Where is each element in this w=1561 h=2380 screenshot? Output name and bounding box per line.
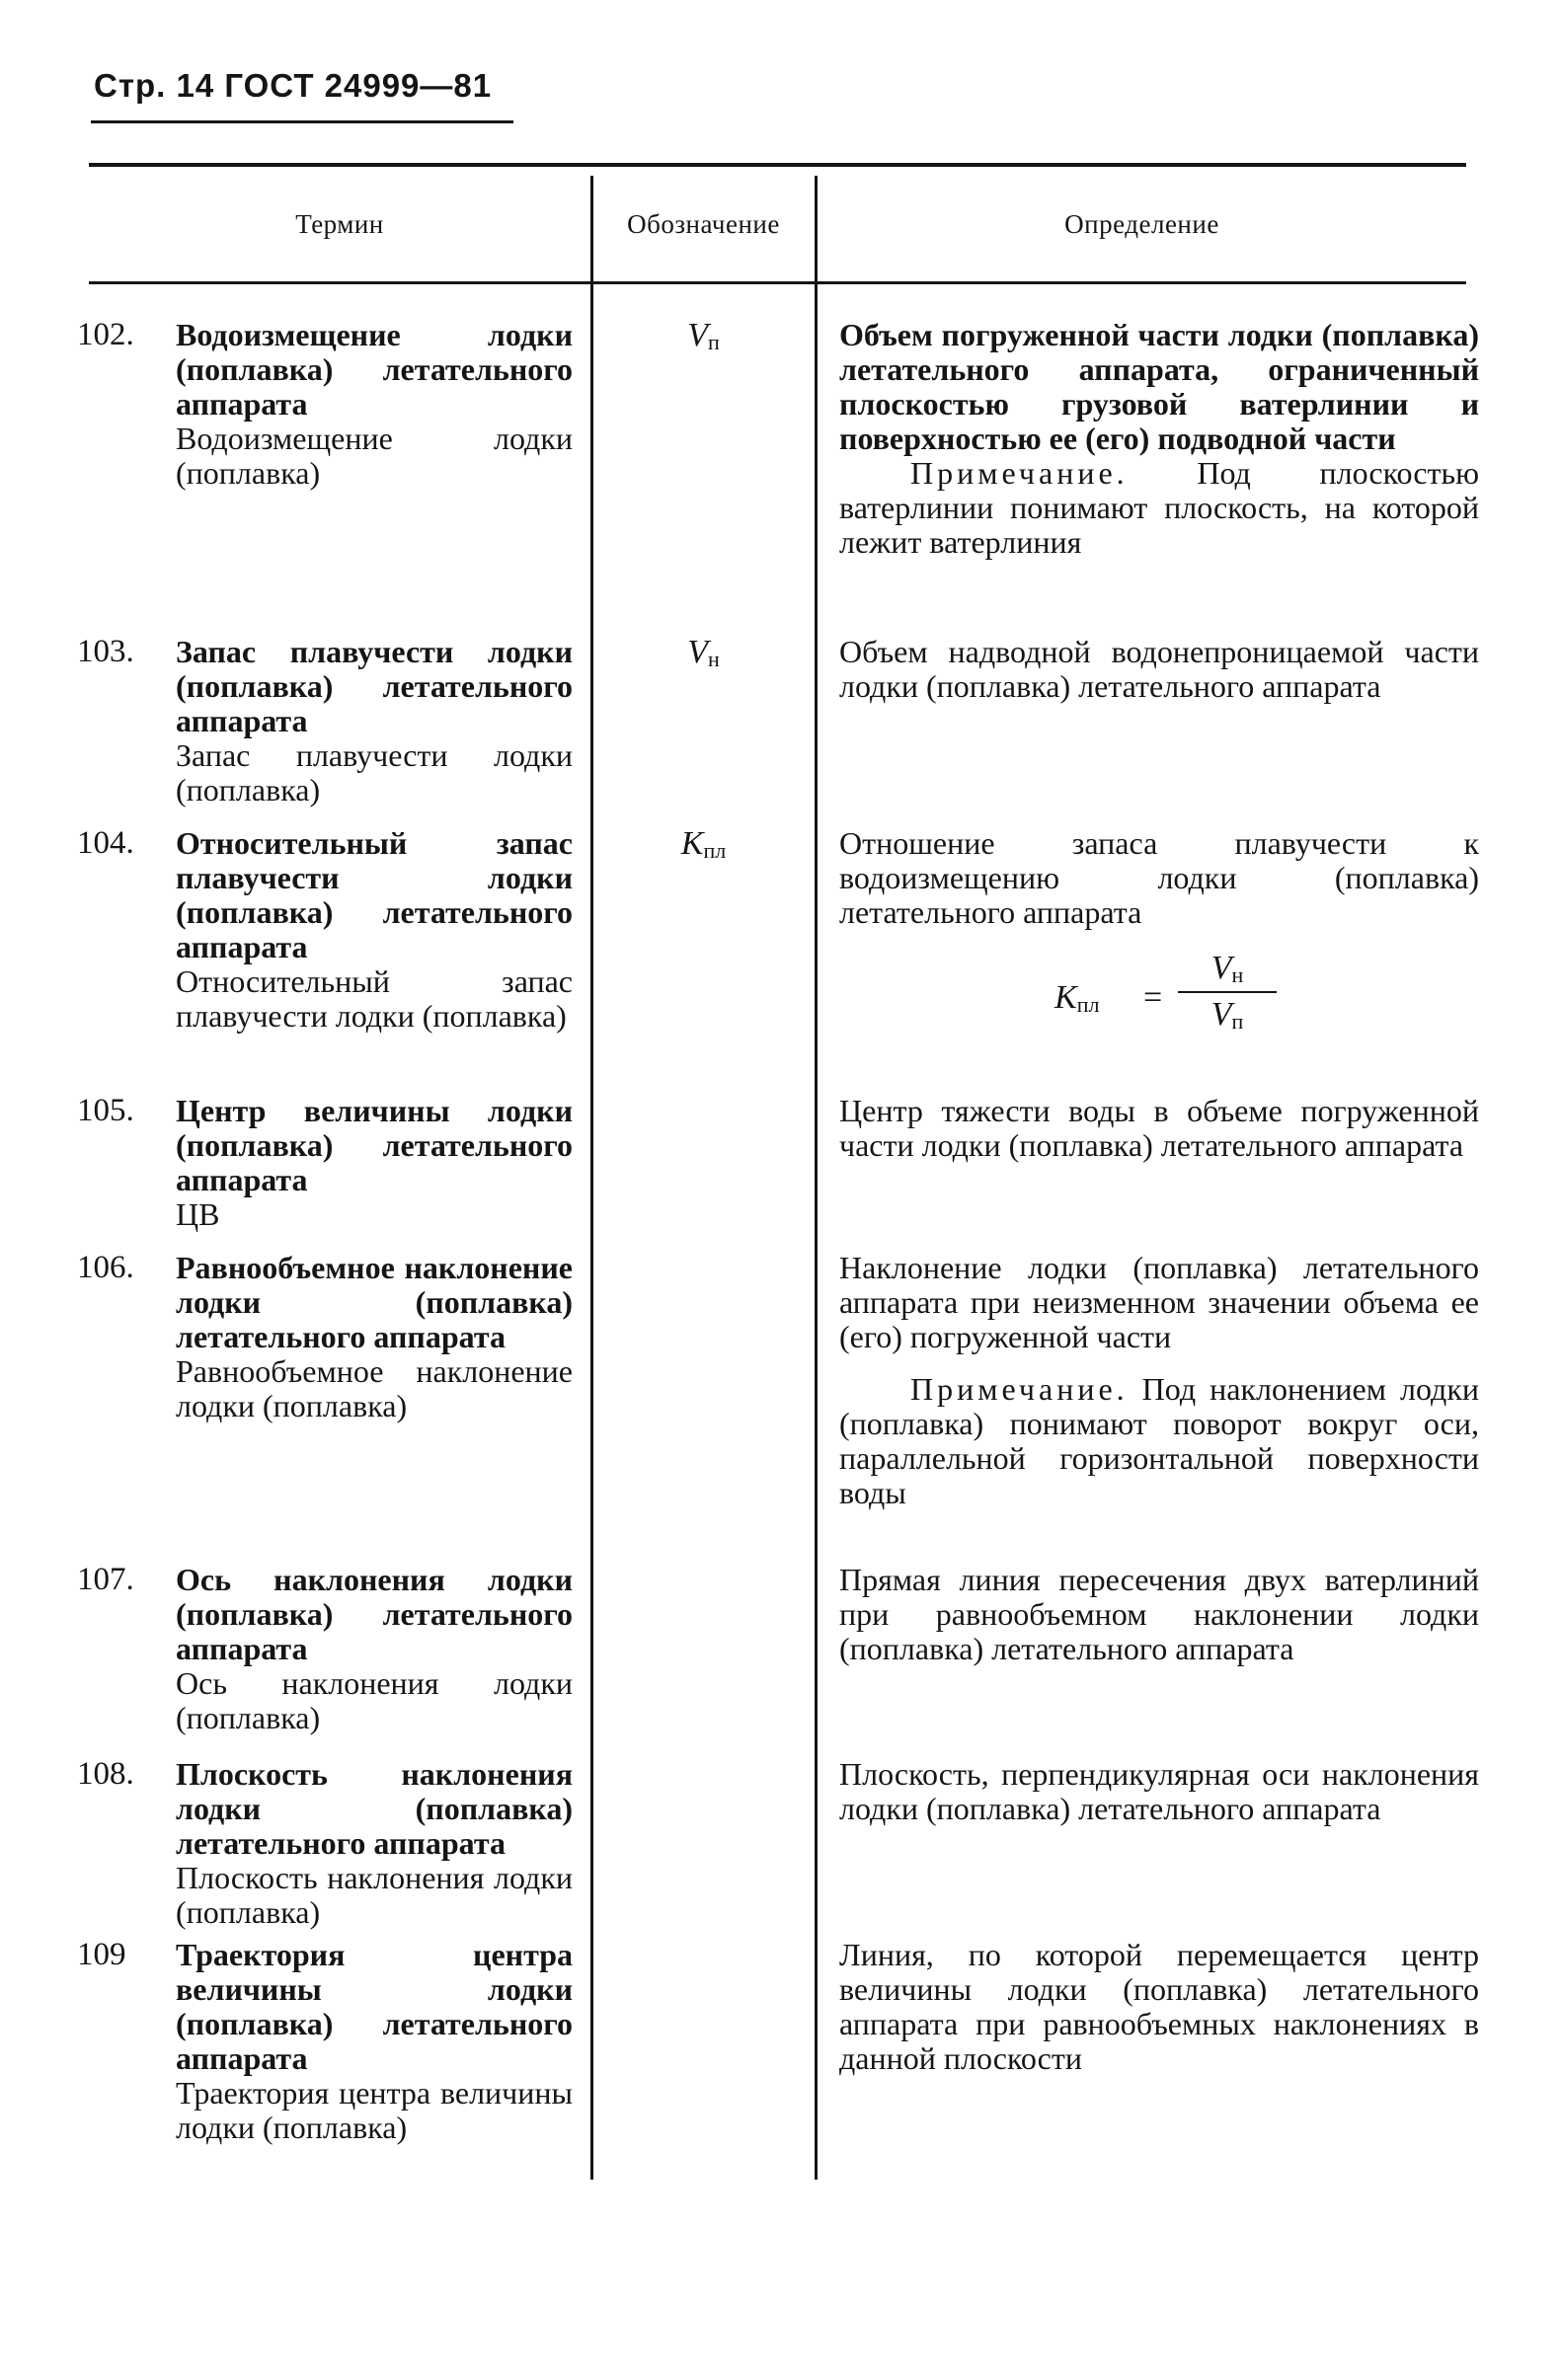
fraction-bar (1178, 991, 1277, 993)
fraction-numerator: $V_н$ (1210, 950, 1244, 987)
symbol-main: V (687, 634, 708, 670)
definition-text: Прямая линия пересечения двух ватерлиний при равнообъемном наклонении лодки (поплавка) летательного аппарата (839, 1562, 1479, 1666)
formula-equals: = (1143, 979, 1163, 1016)
note-text: Под наклонением лодки (поплавка) понимают поворот вокруг оси, параллельной горизонтальной поверхности воды (839, 1371, 1480, 1510)
definition-cell (839, 1938, 1479, 2076)
term-number: 106. (77, 1250, 134, 1285)
symbol-main: K (680, 825, 704, 862)
term-number: 103. (77, 634, 134, 669)
definition-cell (839, 1251, 1479, 1510)
note-label: Примечание. (910, 455, 1129, 491)
symbol-sub: пл (703, 838, 727, 863)
term-number: 105. (77, 1093, 134, 1128)
column-divider-2 (815, 176, 818, 2180)
term-number: 104. (77, 825, 134, 861)
term-number: 109 (77, 1937, 126, 1972)
table-header-rule (89, 281, 1466, 284)
column-header-symbol: Обозначение (627, 209, 780, 239)
term-name: Центр величины лодки (поплавка) летательного аппарата (176, 1093, 573, 1197)
term-cell (176, 826, 573, 1034)
term-name: Запас плавучести лодки (поплавка) летательного аппарата (176, 634, 573, 738)
term-cell (176, 1938, 573, 2145)
term-synonym: Относительный запас плавучести лодки (поплавка) (176, 963, 573, 1034)
term-name: Траектория центра величины лодки (поплавка) летательного аппарата (176, 1937, 573, 2076)
term-cell (176, 1757, 573, 1930)
definition-cell (839, 1757, 1479, 1826)
note-text: Под плоскостью ватерлинии понимают плоскость, на которой лежит ватерлиния (839, 455, 1480, 560)
definition-text: Плоскость, перпендикулярная оси наклонения лодки (поплавка) летательного аппарата (839, 1756, 1479, 1826)
term-synonym: Равнообъемное наклонение лодки (поплавка) (176, 1353, 573, 1423)
term-cell (176, 318, 573, 491)
term-name: Водоизмещение лодки (поплавка) летательного аппарата (176, 317, 573, 422)
definition-cell (839, 1094, 1479, 1163)
symbol-cell (592, 826, 815, 868)
formula-lhs: $K_{пл}$ (1054, 979, 1100, 1017)
column-divider-1 (590, 176, 593, 2180)
symbol-sub: п (708, 330, 720, 354)
term-synonym: Траектория центра величины лодки (поплавка) (176, 2075, 573, 2145)
fraction-denominator: $V_п$ (1210, 996, 1244, 1034)
term-number: 108. (77, 1756, 134, 1792)
definition-text: Центр тяжести воды в объеме погруженной части лодки (поплавка) летательного аппарата (839, 1093, 1479, 1163)
running-head: Стр. 14 ГОСТ 24999—81 (94, 67, 493, 104)
running-head-underline (91, 120, 513, 123)
term-synonym: Запас плавучести лодки (поплавка) (176, 737, 573, 807)
term-name: Плоскость наклонения лодки (поплавка) летательного аппарата (176, 1756, 573, 1861)
symbol-cell (592, 635, 815, 676)
term-cell (176, 1251, 573, 1423)
term-name: Относительный запас плавучести лодки (поплавка) летательного аппарата (176, 825, 573, 964)
symbol-sub: н (708, 647, 720, 671)
note-label: Примечание. (910, 1371, 1129, 1407)
definition-text: Наклонение лодки (поплавка) летательного аппарата при неизменном значении объема ее (его) погруженной части (839, 1250, 1479, 1354)
term-name: Ось наклонения лодки (поплавка) летательного аппарата (176, 1562, 573, 1666)
definition-text: Объем надводной водонепроницаемой части лодки (поплавка) летательного аппарата (839, 634, 1479, 704)
table-top-rule (89, 163, 1466, 167)
term-name: Равнообъемное наклонение лодки (поплавка) летательного аппарата (176, 1250, 573, 1354)
term-synonym: Плоскость наклонения лодки (поплавка) (176, 1860, 573, 1930)
term-synonym: Водоизмещение лодки (поплавка) (176, 421, 573, 491)
term-cell (176, 635, 573, 807)
formula-fraction (1178, 950, 1277, 1035)
definition-text: Объем погруженной части лодки (поплавка) летательного аппарата, ограниченный плоскостью грузовой ватерлинии и поверхностью ее (его) подводной части (839, 317, 1479, 456)
term-synonym: ЦВ (176, 1196, 220, 1232)
term-number: 107. (77, 1562, 134, 1597)
definition-note (839, 1372, 1479, 1510)
definition-text: Линия, по которой перемещается центр величины лодки (поплавка) летательного аппарата при равнообъемных наклонениях в данной плоскости (839, 1937, 1479, 2076)
definition-note (839, 456, 1479, 560)
term-cell (176, 1094, 573, 1232)
definition-cell (839, 826, 1479, 930)
definition-cell (839, 318, 1479, 560)
term-synonym: Ось наклонения лодки (поплавка) (176, 1665, 573, 1735)
definition-cell (839, 635, 1479, 704)
definition-cell (839, 1563, 1479, 1666)
term-cell (176, 1563, 573, 1735)
definition-text: Отношение запаса плавучести к водоизмещению лодки (поплавка) летательного аппарата (839, 825, 1479, 930)
term-number: 102. (77, 317, 134, 352)
symbol-cell (592, 318, 815, 359)
column-header-term: Термин (295, 209, 384, 239)
column-header-definition: Определение (1064, 209, 1219, 239)
symbol-main: V (687, 317, 708, 353)
